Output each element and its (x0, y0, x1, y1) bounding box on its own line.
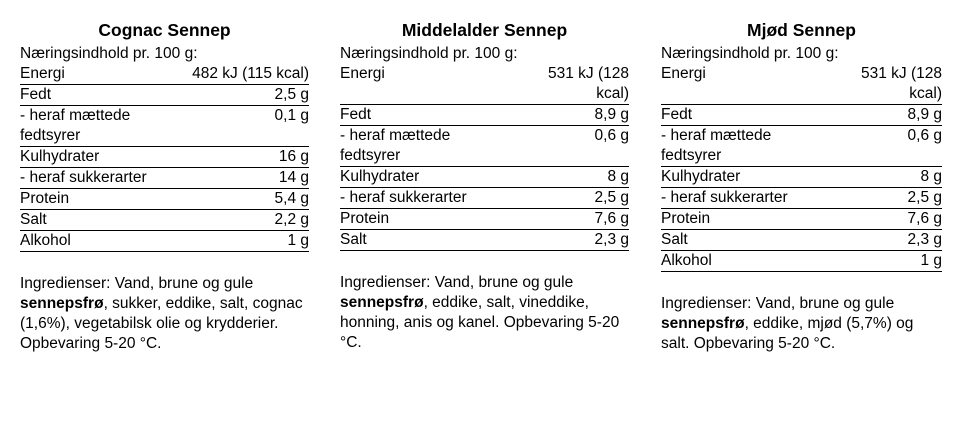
row-label: Salt (340, 231, 367, 248)
nutrition-subtitle: Næringsindhold pr. 100 g: (661, 45, 839, 62)
row-value: 2,2 g (274, 211, 309, 228)
row-label: - heraf sukkerarter (661, 189, 788, 206)
table-row (661, 105, 942, 126)
table-row (20, 210, 309, 231)
ingredients-text (20, 274, 309, 354)
row-value: 14 g (278, 169, 309, 186)
row-label: - heraf sukkerarter (20, 169, 147, 186)
row-label: Protein (661, 210, 711, 227)
row-value: 7,6 g (594, 210, 629, 227)
row-value: 2,3 g (594, 231, 629, 248)
ingredients-suffix: , sukker, eddike, salt, cognac (1,6%), vegetabilsk olie og krydderier. Opbevaring 5-20 °C. (20, 295, 303, 352)
row-label: Fedt (20, 86, 52, 103)
table-row (20, 231, 309, 252)
ingredients-suffix: , eddike, mjød (5,7%) og salt. Opbevaring 5-20 °C. (661, 315, 914, 352)
row-label: Fedt (661, 106, 693, 123)
row-label: Energi (340, 65, 385, 82)
table-row (340, 105, 629, 126)
table-row (661, 64, 942, 105)
row-value: 482 kJ (115 kcal) (192, 65, 309, 82)
row-label: Fedt (340, 106, 372, 123)
ingredients-text (661, 294, 942, 354)
ingredients-highlight: sennepsfrø (340, 294, 424, 311)
row-label: Alkohol (20, 232, 71, 249)
nutrition-table (340, 64, 629, 251)
row-value: 0,6 g (907, 127, 942, 144)
table-row (340, 188, 629, 209)
table-row (661, 230, 942, 251)
ingredients-prefix: Ingredienser: Vand, brune og gule (661, 295, 895, 312)
ingredients-prefix: Ingredienser: Vand, brune og gule (340, 274, 574, 291)
table-row (20, 189, 309, 210)
table-row (661, 126, 942, 167)
product-title: Middelalder Sennep (401, 20, 568, 40)
row-label: - heraf mættede fedtsyrer (340, 127, 451, 164)
nutrition-subtitle: Næringsindhold pr. 100 g: (20, 45, 198, 62)
row-value: 2,3 g (907, 231, 942, 248)
row-value: 2,5 g (594, 189, 629, 206)
row-value: 8 g (607, 168, 629, 185)
row-value: 16 g (278, 148, 309, 165)
table-row (661, 209, 942, 230)
nutrition-subtitle: Næringsindhold pr. 100 g: (340, 45, 518, 62)
row-label: Alkohol (661, 252, 712, 269)
table-row (20, 147, 309, 168)
row-value: 8 g (920, 168, 942, 185)
table-row (20, 168, 309, 189)
product-column-mjod (661, 18, 942, 354)
row-label: Salt (661, 231, 688, 248)
row-value: 5,4 g (274, 190, 309, 207)
ingredients-suffix: , eddike, salt, vineddike, honning, anis og kanel. Opbevaring 5-20 °C. (340, 294, 620, 351)
ingredients-highlight: sennepsfrø (661, 315, 745, 332)
row-label: Protein (340, 210, 390, 227)
row-value: 531 kJ (128 kcal) (861, 65, 942, 102)
row-label: Energi (20, 65, 65, 82)
table-row (20, 85, 309, 106)
table-row (20, 106, 309, 147)
table-row (661, 167, 942, 188)
row-label: Kulhydrater (661, 168, 741, 185)
table-row (340, 209, 629, 230)
nutrition-table (20, 64, 309, 252)
row-label: - heraf mættede fedtsyrer (20, 107, 131, 144)
nutrition-table (661, 64, 942, 272)
row-value: 1 g (920, 252, 942, 269)
row-value: 531 kJ (128 kcal) (548, 65, 629, 102)
ingredients-prefix: Ingredienser: Vand, brune og gule (20, 275, 254, 292)
table-row (340, 167, 629, 188)
row-label: - heraf sukkerarter (340, 189, 467, 206)
row-label: Energi (661, 65, 706, 82)
product-title: Mjød Sennep (747, 20, 856, 40)
row-value: 7,6 g (907, 210, 942, 227)
row-value: 0,6 g (594, 127, 629, 144)
row-label: Kulhydrater (340, 168, 420, 185)
table-row (340, 64, 629, 105)
product-title: Cognac Sennep (98, 20, 231, 40)
row-value: 1 g (287, 232, 309, 249)
table-row (20, 64, 309, 85)
ingredients-highlight: sennepsfrø (20, 295, 104, 312)
row-value: 8,9 g (594, 106, 629, 123)
row-value: 8,9 g (907, 106, 942, 123)
row-value: 0,1 g (274, 107, 309, 124)
product-column-middelalder (340, 18, 629, 353)
table-row (340, 230, 629, 251)
ingredients-text (340, 273, 629, 353)
row-label: Protein (20, 190, 70, 207)
row-value: 2,5 g (274, 86, 309, 103)
table-row (340, 126, 629, 167)
product-column-cognac (20, 18, 309, 354)
row-value: 2,5 g (907, 189, 942, 206)
table-row (661, 188, 942, 209)
table-row (661, 251, 942, 272)
row-label: Salt (20, 211, 47, 228)
row-label: Kulhydrater (20, 148, 100, 165)
row-label: - heraf mættede fedtsyrer (661, 127, 772, 164)
